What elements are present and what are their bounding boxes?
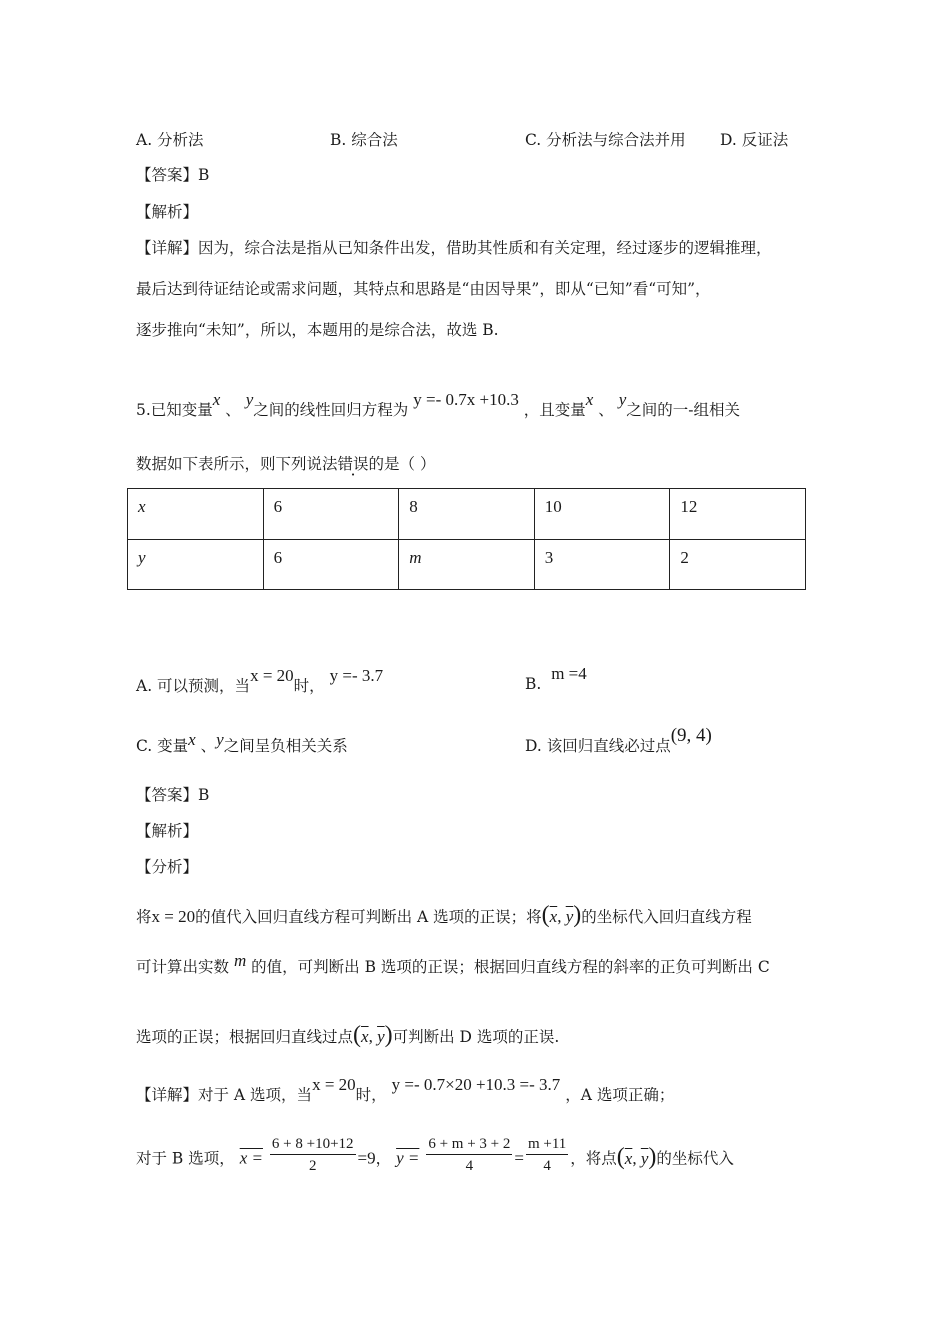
q4-option-a: A. 分析法 <box>136 131 204 149</box>
var-x: x <box>188 730 196 749</box>
math-calculation: y =- 0.7×20 +10.3 =- 3.7 <box>391 1075 561 1094</box>
var-y: y <box>618 390 627 409</box>
ybar-lhs <box>396 1149 419 1168</box>
math-condition: x = 20 <box>250 666 294 685</box>
q4-detail-line-2: 最后达到待证结论或需求问题，其特点和思路是“由因导果”，即从“已知”看“可知”， <box>136 280 711 298</box>
q5-stem-text: ，且变量 <box>523 401 586 419</box>
mean-y: $\overline{y}$ <box>377 1027 385 1046</box>
table-cell: x <box>128 489 264 540</box>
q5-stem-line-2 <box>136 452 435 474</box>
math-value: y =- 3.7 <box>329 666 384 685</box>
analysis-text: 可计算出实数 <box>136 958 230 976</box>
fraction-numerator: m +11 <box>526 1134 568 1155</box>
xbar-value: =9 <box>357 1148 376 1168</box>
q4-answer: 【答案】B <box>136 166 210 184</box>
analysis-text: 的坐标代入回归直线方程 <box>581 908 752 926</box>
math-condition: x = 20 <box>312 1075 356 1094</box>
emphasis-text: 错误 <box>337 455 369 473</box>
table-cell: 6 <box>263 539 399 590</box>
q5-analysis-heading: 【解析】 <box>136 822 199 840</box>
q5-detail-line-1 <box>136 1075 675 1105</box>
q5-fenxi-heading: 【分析】 <box>136 858 199 876</box>
q5-option-c <box>136 730 348 756</box>
var-y: y <box>245 390 254 409</box>
q5-answer: 【答案】B <box>136 786 210 804</box>
table-cell: 8 <box>399 489 535 540</box>
separator: 、 <box>598 401 614 419</box>
fraction-ybar <box>426 1134 512 1177</box>
math-point: (9, 4) <box>670 725 712 746</box>
option-label: B. <box>525 675 542 693</box>
table-row <box>128 489 806 540</box>
mean-x: $\overline{x}$ <box>549 907 558 926</box>
table-cell: m <box>399 539 535 590</box>
q5-option-d <box>525 725 712 757</box>
mean-point: ($\overline{x}$, $\overline{y}$) <box>616 1143 657 1170</box>
fraction-denominator: 2 <box>308 1158 317 1174</box>
option-text: A. 可以预测，当 <box>136 677 251 695</box>
table-cell: 10 <box>534 489 670 540</box>
var-x: x <box>585 390 594 409</box>
equals-sign: = <box>514 1148 524 1168</box>
q5-stem-text: 之间的一-组相关 <box>626 401 741 419</box>
q5-detail-line-2 <box>136 1138 734 1188</box>
option-text: 之间呈负相关关系 <box>223 737 348 755</box>
analysis-text: 选项的正误；根据回归直线过点 <box>136 1028 354 1046</box>
detail-text: 时， <box>355 1086 387 1104</box>
q4-detail-line-3: 逐步推向“未知”，所以，本题用的是综合法，故选 B. <box>136 321 499 339</box>
xbar-lhs <box>240 1149 263 1168</box>
q5-option-a <box>136 666 384 696</box>
table-cell: 3 <box>534 539 670 590</box>
q5-stem-text: 数据如下表所示，则下列说法 <box>136 455 338 473</box>
detail-text: ，将点 <box>570 1149 617 1168</box>
mean-y: $\overline{y}$ <box>640 1148 649 1168</box>
fraction-ybar-simplified <box>526 1134 568 1177</box>
separator: 、 <box>200 737 217 755</box>
q5-analysis-line-1 <box>136 902 752 929</box>
q5-option-b <box>525 664 587 694</box>
fraction-xbar <box>270 1134 356 1177</box>
mean-point: ($\overline{x}$, $\overline{y}$) <box>541 902 582 928</box>
q5-analysis-line-2 <box>136 951 770 977</box>
q5-analysis-line-3 <box>136 1022 559 1049</box>
var-y: y <box>216 730 224 749</box>
q4-detail-line-1: 【详解】因为，综合法是指从已知条件出发，借助其性质和有关定理，经过逐步的逻辑推理， <box>136 239 772 257</box>
option-text: D. 该回归直线必过点 <box>525 737 671 755</box>
q4-analysis-heading: 【解析】 <box>136 203 199 221</box>
mean-point: ($\overline{x}$, $\overline{y}$) <box>353 1022 393 1048</box>
detail-text: 的坐标代入 <box>656 1149 734 1168</box>
table-cell: 12 <box>670 489 806 540</box>
fraction-denominator: 4 <box>543 1158 551 1174</box>
math-condition: x = 20 <box>151 907 196 926</box>
q5-stem-text: 的是（ ） <box>368 455 436 473</box>
mean-x: $\overline{x}$ <box>624 1148 633 1168</box>
analysis-text: 的值，可判断出 B 选项的正误；根据回归直线方程的斜率的正负可判断出 C <box>251 958 770 976</box>
fraction-numerator: 6 + 8 +10+12 <box>270 1134 356 1155</box>
var-m: m <box>233 951 247 970</box>
mean-x: $\overline{x}$ <box>361 1027 369 1046</box>
option-text: 时， <box>293 677 325 695</box>
table-row <box>128 539 806 590</box>
table-cell: 2 <box>670 539 806 590</box>
data-table <box>127 488 806 590</box>
xbar-label: x = <box>239 1148 263 1168</box>
table-cell: y <box>128 539 264 590</box>
separator: 、 <box>225 401 241 419</box>
var-x: x <box>212 390 221 409</box>
analysis-text: 将 <box>136 908 152 926</box>
q5-stem-line-1 <box>136 390 741 420</box>
fraction-numerator: 6 + m + 3 + 2 <box>426 1134 512 1155</box>
q5-stem-text: 之间的线性回归方程为 <box>253 401 409 419</box>
regression-equation: y =- 0.7x +10.3 <box>413 390 519 409</box>
comma: ， <box>375 1149 392 1168</box>
table-cell: 6 <box>263 489 399 540</box>
math-value: m =4 <box>551 664 587 683</box>
detail-text: 【详解】对于 A 选项，当 <box>136 1086 313 1104</box>
ybar-label: y = <box>396 1148 420 1168</box>
detail-text: 对于 B 选项， <box>136 1149 235 1168</box>
q4-option-b: B. 综合法 <box>330 131 398 149</box>
detail-text: ，A 选项正确； <box>565 1086 675 1104</box>
q4-option-c: C. 分析法与综合法并用 <box>525 131 686 149</box>
q5-stem-text: 5.已知变量 <box>136 401 213 419</box>
q4-option-d: D. 反证法 <box>720 131 789 149</box>
analysis-text: 的值代入回归直线方程可判断出 A 选项的正误；将 <box>195 908 542 926</box>
mean-y: $\overline{y}$ <box>565 907 574 926</box>
analysis-text: 可判断出 D 选项的正误. <box>392 1028 560 1046</box>
option-text: C. 变量 <box>136 737 189 755</box>
fraction-denominator: 4 <box>465 1158 474 1174</box>
